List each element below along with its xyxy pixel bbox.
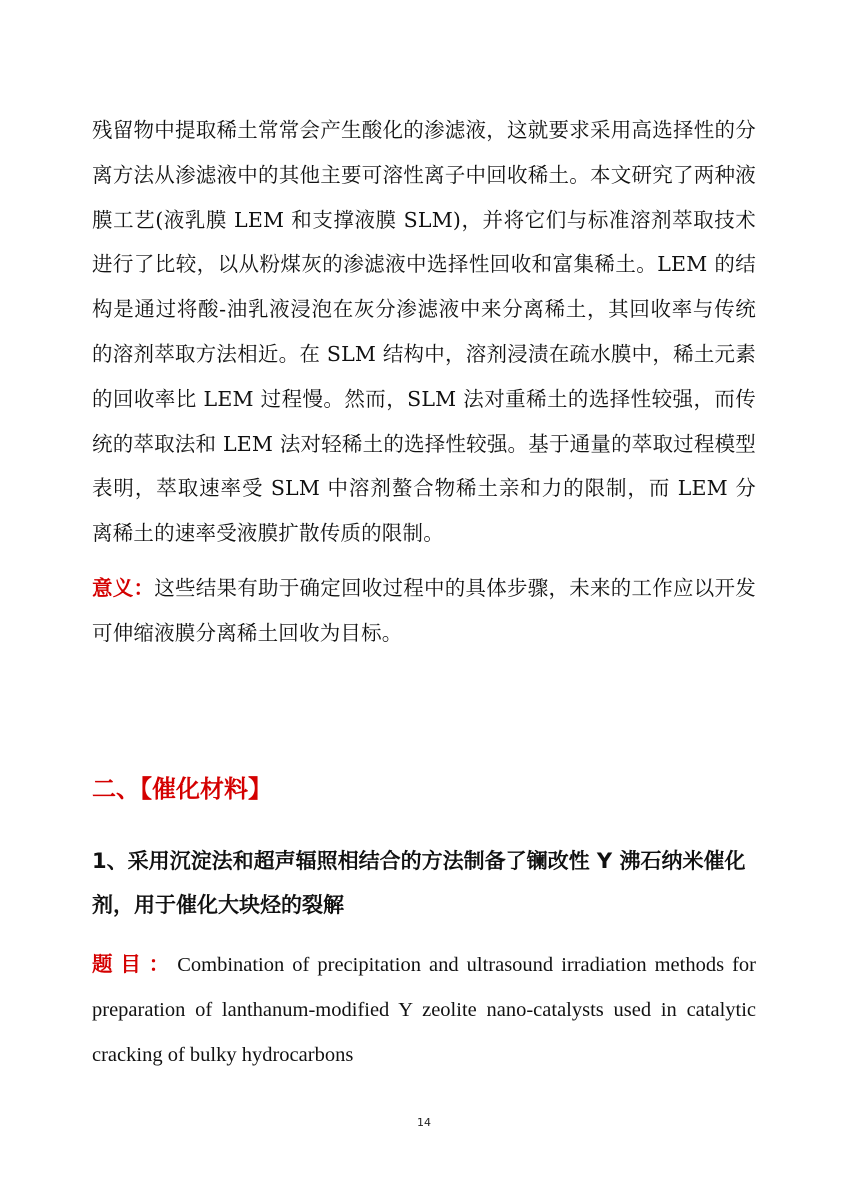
paper-title-paragraph [92, 942, 756, 1077]
section-heading: 二、【催化材料】 [92, 775, 272, 803]
page-number: 14 [417, 1116, 431, 1129]
meaning-paragraph [92, 566, 756, 656]
title-label: 题目： [92, 952, 178, 976]
meaning-label: 意义： [92, 575, 155, 600]
body-paragraph: 残留物中提取稀土常常会产生酸化的渗滤液，这就要求采用高选择性的分离方法从渗滤液中的其他主要可溶性离子中回收稀土。本文研究了两种液膜工艺(液乳膜 LEM 和支撑液膜 SLM)，并将它们与标准溶剂萃取技术进行了比较，以从粉煤灰的渗滤液中选择性回收和富集稀土。LEM 的结构是通过将酸-油乳液浸泡在灰分渗滤液中来分离稀土，其回收率与传统的溶剂萃取方法相近。在 SLM 结构中，溶剂浸渍在疏水膜中，稀土元素的回收率比 LEM 过程慢。然而，SLM 法对重稀土的选择性较强，而传统的萃取法和 LEM 法对轻稀土的选择性较强。基于通量的萃取过程模型表明，萃取速率受 SLM 中溶剂螯合物稀土亲和力的限制，而 LEM 分离稀土的速率受液膜扩散传质的限制。 [92, 118, 756, 546]
paper-title-text: Combination of precipitation and ultrasound irradiation methods for preparation of lanthanum-modified Y zeolite nano-catalysts used in catalytic cracking of bulky hydrocarbons [92, 954, 756, 1066]
meaning-text: 这些结果有助于确定回收过程中的具体步骤，未来的工作应以开发可伸缩液膜分离稀土回收为目标。 [92, 575, 756, 645]
document-page [92, 108, 756, 1066]
item-heading: 1、采用沉淀法和超声辐照相结合的方法制备了镧改性 Y 沸石纳米催化剂，用于催化大块烃的裂解 [92, 849, 746, 917]
